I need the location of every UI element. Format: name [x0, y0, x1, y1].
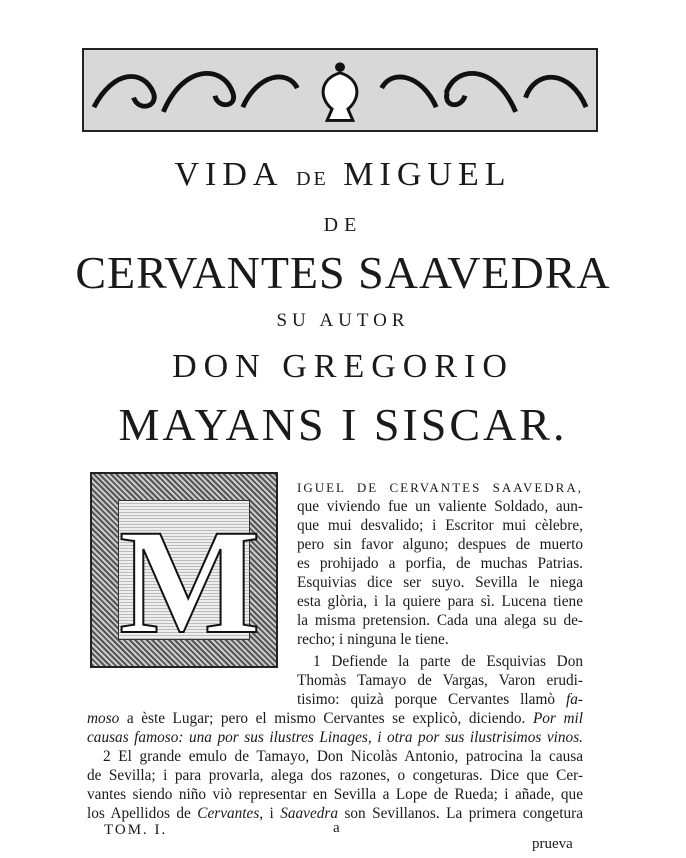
italic-run: Saavedra — [280, 805, 339, 822]
italic-run: Cervantes, — [197, 805, 264, 822]
title-line-6: MAYANS I SISCAR. — [118, 399, 568, 450]
body-line: la misma pretension. Cada una alega su de- — [297, 612, 583, 629]
paragraph-1-line: 1 Defiende la parte de Esquivias Don — [313, 653, 583, 670]
text-run: a èste Lugar; pero el mismo Cervantes se explicò, diciendo. — [126, 710, 526, 727]
text-run: los Apellidos de — [87, 805, 191, 822]
title-line-4: SU AUTOR — [276, 310, 410, 331]
text-run: tisimo: quizà porque Cervantes llamò — [297, 691, 556, 708]
body-line: Esquivias dice ser suyo. Sevilla le niega — [297, 574, 583, 591]
italic-run: fa- — [566, 691, 583, 708]
initial-frame — [118, 499, 261, 665]
paragraph-1-line — [297, 690, 583, 709]
paragraph-1-line: causas famoso: una por sus ilustres Linages, i otra por sus ilustrisimos vinos. — [87, 729, 583, 746]
title-miguel: MIGUEL — [343, 156, 512, 193]
title-de: DE — [296, 168, 329, 190]
text-run: i — [269, 805, 274, 822]
paragraph-2-line: de Sevilla; i para provarla, alega dos razones, o congeturas. Dice que Cer- — [87, 767, 583, 784]
title-line-2: DE — [323, 214, 363, 236]
header-ornament — [82, 48, 598, 132]
scroll-ornament-icon — [84, 50, 596, 130]
body-line: pero sin favor alguno; despues de muerto — [297, 536, 583, 553]
paragraph-1-line — [87, 709, 583, 728]
catchword: prueva — [532, 836, 573, 852]
paragraph-2-line: 2 El grande emulo de Tamayo, Don Nicolàs Antonio, patrocina la causa — [103, 748, 583, 765]
title-line-3: CERVANTES SAAVEDRA — [75, 247, 611, 298]
italic-run: moso — [87, 710, 120, 727]
title-vida: VIDA — [174, 156, 282, 193]
paragraph-1-line: Thomàs Tamayo de Vargas, Varon erudi- — [297, 672, 583, 689]
decorated-initial — [90, 472, 278, 668]
initial-letter: M — [119, 499, 261, 665]
italic-run: Por mil — [532, 710, 583, 727]
paragraph-2-line: vantes siendo niño viò representar en Sevilla a Lope de Rueda; i añade, que — [87, 786, 583, 803]
body-line: que viviendo fue un valiente Soldado, aun- — [297, 498, 583, 515]
signature-mark: a — [333, 820, 340, 836]
text-run: son Sevillanos. La primera congetura — [344, 805, 584, 822]
opening-line: IGUEL DE CERVANTES SAAVEDRA, — [297, 480, 583, 495]
body-line: recho; i ninguna le tiene. — [297, 631, 449, 648]
title-line-5: DON GREGORIO — [172, 348, 514, 385]
body-line: esta glòria, i la quiere para sì. Lucena tiene — [297, 593, 583, 610]
body-line: es prohijado a porfia, de muchas Patrias. — [297, 555, 583, 572]
title-line-1 — [0, 156, 686, 194]
body-line: que mui desvalido; i Escritor mui cèlebre, — [297, 517, 583, 534]
volume-label: TOM. I. — [104, 822, 168, 838]
